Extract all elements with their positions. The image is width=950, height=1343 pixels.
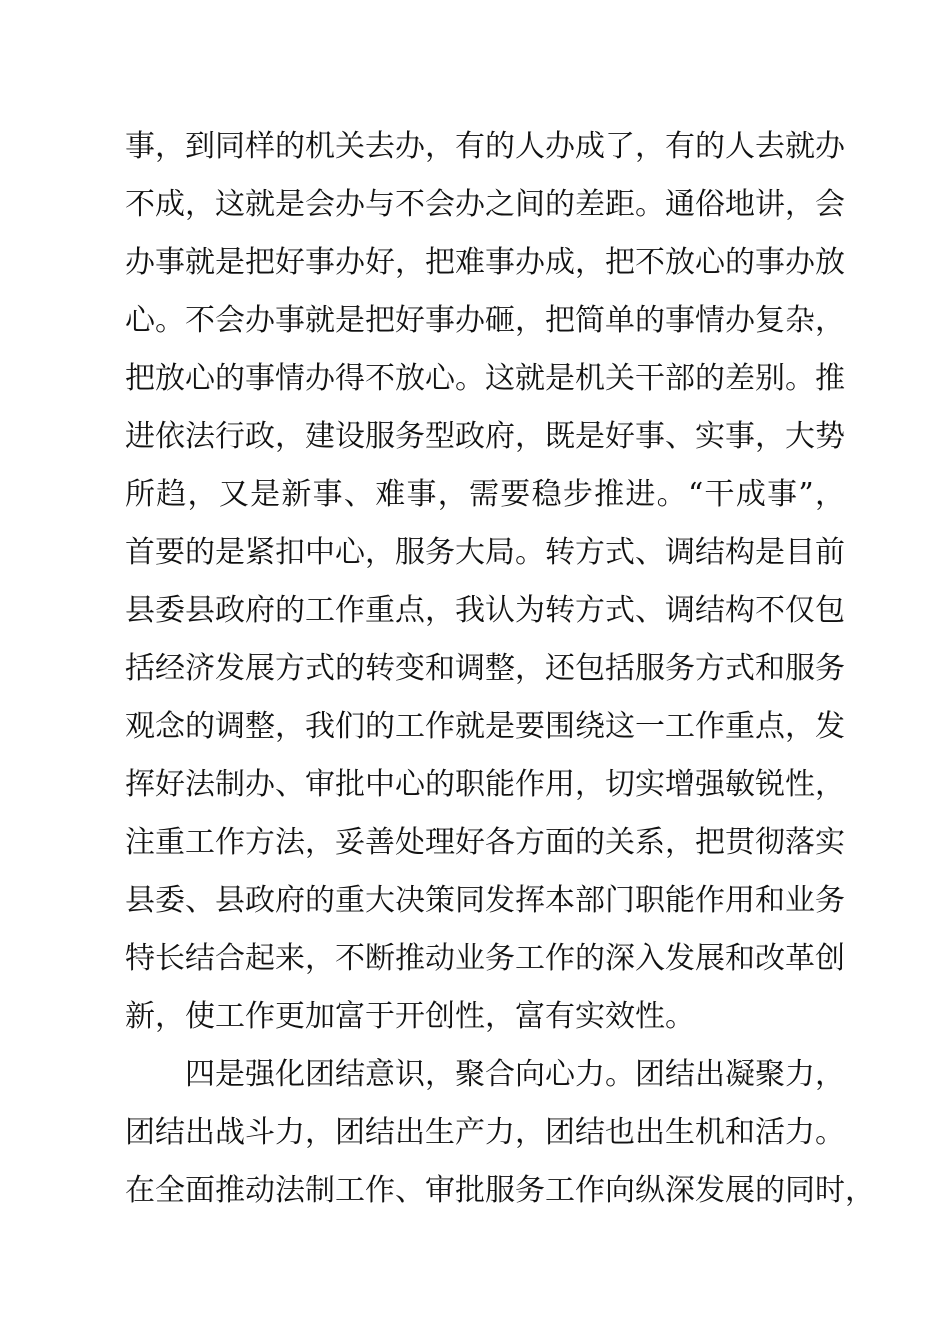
text-line: 办事就是把好事办好，把难事办成，把不放心的事办放 (125, 245, 845, 280)
text-line: 不成，这就是会办与不会办之间的差距。通俗地讲，会 (125, 187, 845, 222)
text-line: 团结出战斗力，团结出生产力，团结也出生机和活力。 (125, 1115, 845, 1150)
text-line: 观念的调整，我们的工作就是要围绕这一工作重点，发 (125, 709, 845, 744)
text-line: 县委县政府的工作重点，我认为转方式、调结构不仅包 (125, 593, 845, 628)
text-line: 在全面推动法制工作、审批服务工作向纵深发展的同时， (125, 1173, 875, 1208)
text-line: 进依法行政，建设服务型政府，既是好事、实事，大势 (125, 419, 845, 454)
text-line: 注重工作方法，妥善处理好各方面的关系，把贯彻落实 (125, 825, 845, 860)
text-line: 括经济发展方式的转变和调整，还包括服务方式和服务 (125, 651, 845, 686)
text-line: 首要的是紧扣中心，服务大局。转方式、调结构是目前 (125, 535, 845, 570)
text-line: 事，到同样的机关去办，有的人办成了，有的人去就办 (125, 129, 845, 164)
text-line: 所趋，又是新事、难事，需要稳步推进。“干成事”， (125, 477, 845, 512)
text-line: 把放心的事情办得不放心。这就是机关干部的差别。推 (125, 361, 845, 396)
text-line: 心。不会办事就是把好事办砸，把简单的事情办复杂， (125, 303, 845, 338)
paragraph-first-line: 四是强化团结意识，聚合向心力。团结出凝聚力， (185, 1057, 845, 1092)
text-line: 特长结合起来，不断推动业务工作的深入发展和改革创 (125, 941, 845, 976)
text-line: 新，使工作更加富于开创性，富有实效性。 (125, 999, 695, 1034)
text-line: 县委、县政府的重大决策同发挥本部门职能作用和业务 (125, 883, 845, 918)
text-line: 挥好法制办、审批中心的职能作用，切实增强敏锐性， (125, 767, 845, 802)
